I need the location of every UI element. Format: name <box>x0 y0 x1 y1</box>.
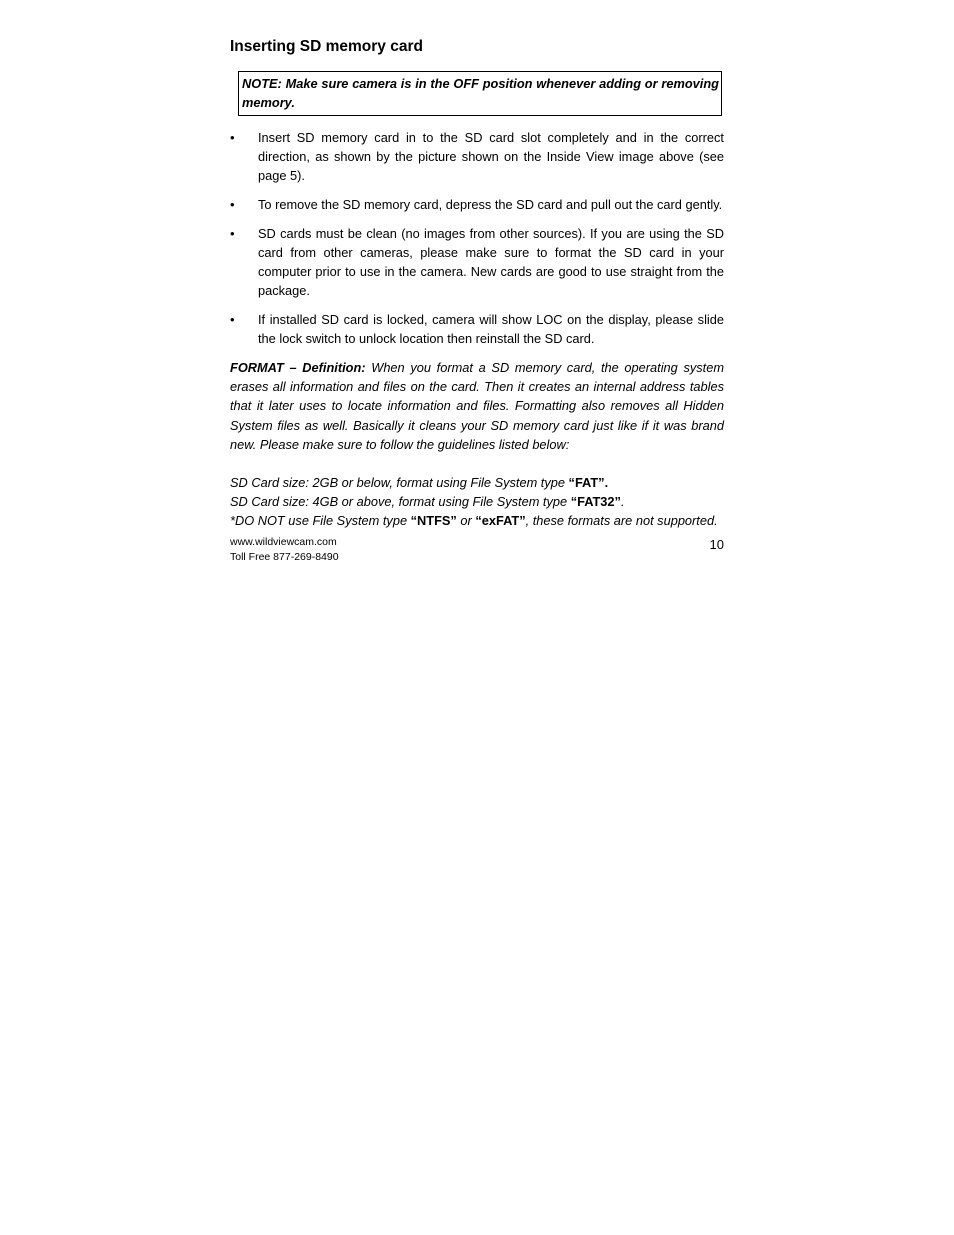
note-box: NOTE: Make sure camera is in the OFF position whenever adding or removing memory. <box>238 71 722 116</box>
guideline-text: SD Card size: 2GB or below, format using File System type <box>230 475 569 491</box>
bullet-icon: • <box>230 130 235 145</box>
footer-phone: Toll Free 877-269-8490 <box>230 550 339 563</box>
page-number: 10 <box>709 536 724 552</box>
document-page <box>230 36 724 571</box>
file-system-type: “NTFS” <box>410 513 457 529</box>
bullet-icon: • <box>230 312 235 327</box>
section-heading: Inserting SD memory card <box>230 38 423 55</box>
list-item-text: Insert SD memory card in to the SD card slot completely and in the correct direction, as shown by the picture shown on the Inside View image above (see page 5). <box>258 130 724 183</box>
list-item <box>230 128 724 185</box>
file-system-type: “FAT”. <box>568 475 609 491</box>
bullet-icon: • <box>230 226 235 241</box>
bullet-icon: • <box>230 197 235 212</box>
list-item <box>230 224 724 300</box>
format-guidelines <box>230 473 724 531</box>
footer-contact <box>230 535 339 565</box>
guideline-text: SD Card size: 4GB or above, format using File System type <box>230 494 571 510</box>
file-system-type: “exFAT” <box>475 513 526 529</box>
guideline-4gb <box>230 492 724 511</box>
page-footer <box>230 535 724 571</box>
guideline-2gb <box>230 473 724 492</box>
guideline-unsupported <box>230 511 724 530</box>
list-item-text: SD cards must be clean (no images from other sources). If you are using the SD card from other cameras, please make sure to format the SD card in your computer prior to use in the camera. New cards are good to use straight from the package. <box>258 226 724 298</box>
format-definition <box>230 358 724 454</box>
guideline-text: *DO NOT use File System type <box>230 513 411 529</box>
footer-website: www.wildviewcam.com <box>230 535 337 548</box>
format-definition-label: FORMAT – Definition: <box>230 360 366 375</box>
format-definition-text: When you format a SD memory card, the operating system erases all information and files on the card. Then it creates an internal address tables that it later uses to locate information and files. Formatting also removes all Hidden System files as well. Basically it cleans your SD memory card just like if it was brand new. Please make sure to follow the guidelines listed below: <box>230 360 724 452</box>
guideline-text: or <box>456 513 476 529</box>
instruction-list <box>230 128 724 348</box>
list-item-text: If installed SD card is locked, camera will show LOC on the display, please slide the lock switch to unlock location then reinstall the SD card. <box>258 312 724 346</box>
guideline-text: . <box>620 494 625 510</box>
list-item <box>230 310 724 348</box>
list-item-text: To remove the SD memory card, depress the SD card and pull out the card gently. <box>258 197 723 212</box>
guideline-text: , these formats are not supported. <box>525 513 718 529</box>
file-system-type: “FAT32” <box>570 494 621 510</box>
list-item <box>230 195 724 214</box>
